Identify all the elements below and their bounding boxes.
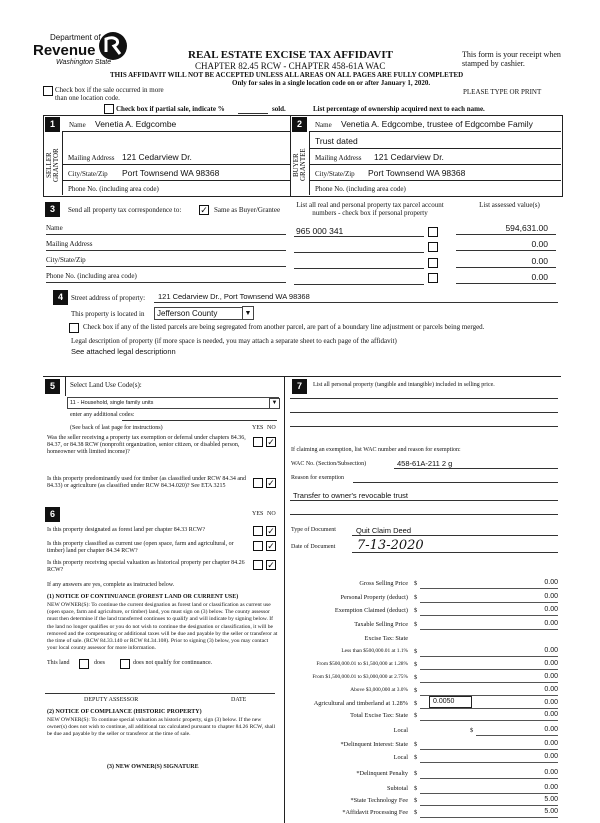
see-back-label: (See back of last page for instructions) — [70, 425, 163, 431]
sec6-question-1: Is this property designated as forest land per chapter 84.33 RCW? — [47, 527, 206, 533]
dollar-sign: $ — [414, 580, 418, 587]
assessed-value-3[interactable]: 0.00 — [531, 256, 548, 266]
tax-row-label: *State Technology Fee — [350, 797, 408, 804]
seller-mailing[interactable]: 121 Cedarview Dr. — [122, 152, 192, 162]
sec6-q1-yes-checkbox[interactable] — [253, 526, 263, 536]
segregated-label: Check box if any of the listed parcels are being segregated from another parcel, are part of a boundary line adjustment or parcels being merged. — [83, 323, 485, 331]
sec6-question-3: Is this property receiving special valuation as historical property per chapter 84.26 RCW? — [47, 560, 245, 573]
sec6-q2-no-checkbox[interactable]: ✓ — [267, 541, 275, 551]
parcel-header: List all real and personal property tax parcel account numbers - check box if personal property — [296, 201, 444, 217]
personal-property-checkbox-3[interactable] — [428, 258, 438, 268]
section-7-number: 7 — [292, 379, 307, 394]
only-for-line: Only for sales in a single location code on or after January 1, 2020. — [232, 79, 431, 87]
tax-row-label: Taxable Selling Price — [354, 621, 408, 628]
same-as-buyer-checkbox[interactable]: ✓ — [200, 205, 208, 215]
wac-label: WAC No. (Section/Subsection) — [291, 461, 367, 467]
section-2-number: 2 — [292, 117, 307, 132]
land-does-label: does — [94, 660, 105, 666]
tax-row-label: Personal Property (deduct) — [340, 594, 408, 601]
tax-row-label: Exemption Claimed (deduct) — [334, 607, 408, 614]
tax-row-label: Less than $500,000.01 at 1.1% — [341, 648, 408, 654]
any-yes-label: If any answers are yes, complete as instructed below. — [47, 582, 175, 588]
sec3-name-label: Name — [46, 224, 63, 232]
additional-codes-label: enter any additional codes: — [70, 412, 135, 418]
tax-row-value[interactable]: 0.00 — [544, 769, 558, 776]
personal-property-checkbox-1[interactable] — [428, 227, 438, 237]
date-label: DATE — [231, 697, 247, 703]
exemption-reason[interactable]: Transfer to owner's revocable trust — [293, 491, 408, 500]
tax-row-line — [420, 817, 558, 818]
personal-property-label: List all personal property (tangible and intangible) included in selling price. — [313, 382, 495, 388]
doc-type-label: Type of Document — [291, 527, 336, 533]
notice1-body: NEW OWNER(S): To continue the current designation as forest land or classification as current use (open space, farm and agriculture, or timber) land, you must sign on (3) below. The county assessor must then determine if the land transferred continues to qualify and will indicate by signing below. If the land no longer qualifies or you do not wish to continue the designation or classification, it will be removed and the compensating or additional taxes will be due and payable by the seller or transferor at the time of sale. (RCW 84.33.140 or RCW 84.34.108). Prior to signing (3) below, you may contact your local county assessor for more information. — [47, 602, 278, 652]
buyer-name-label: Name — [315, 121, 332, 129]
notice2-title: (2) NOTICE OF COMPLIANCE (HISTORIC PROPERTY) — [47, 709, 202, 715]
sec5-question-1: Was the seller receiving a property tax exemption or deferral under chapters 84.36, 84.37, or 84.38 RCW (nonprofit organization, senior citizen, or disabled person, homeowner with limited income)? — [47, 435, 246, 455]
tax-row-label: *Affidavit Processing Fee — [342, 809, 408, 816]
section-5-number: 5 — [45, 379, 60, 394]
tax-row-value[interactable]: 0.00 — [544, 740, 558, 747]
land-does-checkbox[interactable] — [79, 659, 89, 669]
doc-date-label: Date of Document — [291, 544, 336, 550]
tax-row-label: Total Excise Tax: State — [350, 712, 408, 719]
exemption-label: If claiming an exemption, list WAC number and reason for exemption: — [291, 447, 461, 453]
tax-row-value[interactable]: 0.00 — [544, 606, 558, 613]
personal-property-checkbox-4[interactable] — [428, 273, 438, 283]
tax-row-label: *Delinquent Penalty — [356, 770, 408, 777]
tax-row-value[interactable]: 0.00 — [544, 593, 558, 600]
local-rate[interactable]: 0.0050 — [429, 696, 472, 708]
county-chevron-down-icon[interactable]: ▼ — [242, 306, 254, 320]
partial-sale-label: Check box if partial sale, indicate % — [116, 105, 225, 113]
section-1-number: 1 — [45, 117, 60, 132]
tax-row-value[interactable]: 0.00 — [544, 784, 558, 791]
type-print: PLEASE TYPE OR PRINT — [463, 88, 542, 96]
tax-row-value[interactable]: 0.00 — [544, 699, 558, 706]
tax-row-line — [476, 735, 558, 736]
revenue-logo-icon — [96, 30, 130, 62]
dollar-sign: $ — [414, 687, 418, 694]
seller-mailing-label: Mailing Address — [68, 154, 115, 162]
seller-side-label: SELLER GRANTOR — [45, 148, 60, 182]
sec6-yes-header: YES — [252, 511, 264, 517]
tax-row-value[interactable]: 0.00 — [544, 753, 558, 760]
buyer-city-label: City/State/Zip — [315, 170, 355, 178]
tax-row-value[interactable]: 0.00 — [544, 686, 558, 693]
doc-date[interactable]: 7-13-2020 — [357, 538, 424, 553]
seller-city-label: City/State/Zip — [68, 170, 108, 178]
doc-type[interactable]: Quit Claim Deed — [356, 526, 412, 535]
buyer-mailing[interactable]: 121 Cedarview Dr. — [374, 152, 444, 162]
sec5-q2-yes-checkbox[interactable] — [253, 478, 263, 488]
multi-location-checkbox[interactable] — [43, 86, 53, 96]
located-in-label: This property is located in — [71, 310, 145, 318]
sec6-q1-no-checkbox[interactable]: ✓ — [267, 526, 275, 536]
buyer-side-label: BUYER GRANTEE — [292, 148, 307, 182]
dollar-sign: $ — [414, 621, 418, 628]
sec6-question-2: Is this property classified as current use (open space, farm and agricultural, or timber) land per chapter 84.34 RCW? — [47, 541, 234, 554]
assessed-value-4[interactable]: 0.00 — [531, 272, 548, 282]
dollar-sign: $ — [414, 674, 418, 681]
receipt-note: This form is your receipt when stamped by cashier. — [462, 50, 561, 68]
section-4-number: 4 — [53, 290, 68, 305]
tax-row-value[interactable]: 5.00 — [544, 808, 558, 815]
tax-row-line — [420, 720, 558, 721]
buyer-name-line2[interactable]: Trust dated — [315, 136, 358, 146]
form-chapter: CHAPTER 82.45 RCW - CHAPTER 458-61A WAC — [195, 61, 386, 71]
assessor-signature-line[interactable] — [45, 693, 275, 694]
tax-row-line — [420, 682, 558, 683]
assessed-value-2[interactable]: 0.00 — [531, 239, 548, 249]
tax-row-label: Subtotal — [387, 785, 408, 792]
tax-row-value[interactable]: 0.00 — [544, 660, 558, 667]
tax-row-label: *Delinquent Interest: State — [340, 741, 408, 748]
tax-row-label: Above $3,000,000 at 3.0% — [350, 687, 408, 693]
sec3-phone-label: Phone No. (including area code) — [46, 272, 137, 280]
street-address[interactable]: 121 Cedarview Dr., Port Townsend WA 98368 — [158, 292, 310, 301]
county-select[interactable]: Jefferson County — [154, 307, 243, 320]
reason-label: Reason for exemption — [291, 475, 344, 481]
land-use-label: Select Land Use Code(s): — [70, 381, 142, 389]
legal-description[interactable]: See attached legal descriptionn — [71, 347, 176, 356]
partial-sale-checkbox[interactable] — [104, 104, 114, 114]
tax-row-line — [420, 602, 558, 603]
sec5-question-2: Is this property predominantly used for timber (as classified under RCW 84.34 and 84.33) or agriculture (as classified under RCW 84.34.020)? See ETA 3215 — [47, 476, 247, 489]
sec5-q1-no-checkbox[interactable]: ✓ — [267, 437, 275, 447]
tax-row-label: Local — [393, 727, 408, 734]
warning-line: THIS AFFIDAVIT WILL NOT BE ACCEPTED UNLESS ALL AREAS ON ALL PAGES ARE FULLY COMPLETED — [110, 71, 464, 79]
assessed-value-1[interactable]: 594,631.00 — [505, 223, 548, 233]
seller-phone-label: Phone No. (including area code) — [68, 185, 159, 193]
tax-row-line — [420, 669, 558, 670]
dept-line1: Department of — [50, 33, 101, 42]
dollar-sign: $ — [470, 727, 474, 734]
tax-row-line — [420, 588, 558, 589]
tax-row-line — [420, 805, 558, 806]
sec6-q3-no-checkbox[interactable]: ✓ — [267, 560, 275, 570]
tax-row-line — [420, 629, 558, 630]
land-use-chevron-down-icon[interactable]: ▼ — [269, 398, 280, 409]
segregated-checkbox[interactable] — [69, 323, 79, 333]
tax-row-label: Local — [393, 754, 408, 761]
dollar-sign: $ — [414, 648, 418, 655]
land-use-select[interactable]: 11 - Household, single family units — [67, 397, 279, 409]
tax-row-value[interactable]: 5.00 — [544, 796, 558, 803]
parcel-number-1[interactable]: 965 000 341 — [296, 226, 344, 236]
tax-row-line — [420, 749, 558, 750]
land-does-not-label: does not qualify for continuance. — [133, 660, 213, 666]
legal-description-label: Legal description of property (if more space is needed, you may attach a separate sheet to each page of the affidavit) — [71, 337, 397, 345]
dollar-sign: $ — [414, 785, 418, 792]
sec5-yes-header: YES — [252, 425, 264, 431]
dollar-sign: $ — [414, 661, 418, 668]
tax-row-value[interactable]: 0.00 — [544, 673, 558, 680]
dept-line2: Revenue — [33, 42, 96, 59]
personal-property-checkbox-2[interactable] — [428, 242, 438, 252]
sec6-no-header: NO — [267, 511, 276, 517]
buyer-mailing-label: Mailing Address — [315, 154, 362, 162]
land-does-not-checkbox[interactable] — [120, 659, 130, 669]
dollar-sign: $ — [414, 712, 418, 719]
tax-row-label: Gross Selling Price — [359, 580, 408, 587]
tax-row-line — [420, 762, 558, 763]
tax-row-value[interactable]: 0.00 — [544, 579, 558, 586]
form-title: REAL ESTATE EXCISE TAX AFFIDAVIT — [188, 49, 393, 61]
assessed-header: List assessed value(s) — [479, 201, 540, 209]
seller-name[interactable]: Venetia A. Edgcombe — [95, 119, 177, 129]
dollar-sign: $ — [414, 754, 418, 761]
section-6-number: 6 — [45, 507, 60, 522]
tax-row-line — [420, 615, 558, 616]
tax-row-line — [420, 708, 558, 709]
tax-row-line — [420, 656, 558, 657]
multi-location-label: Check box if the sale occurred in more than one location code. — [55, 86, 164, 102]
section-3-number: 3 — [45, 202, 60, 217]
wac-number[interactable]: 458-61A-211 2 g — [397, 459, 453, 468]
additional-codes-line[interactable] — [122, 420, 277, 421]
same-as-buyer-label: Same as Buyer/Grantee — [214, 206, 281, 214]
dept-line3: Washington State — [56, 59, 112, 66]
sec6-q2-yes-checkbox[interactable] — [253, 541, 263, 551]
dollar-sign: $ — [414, 797, 418, 804]
sold-label: sold. — [272, 105, 286, 113]
send-correspondence-label: Send all property tax correspondence to: — [68, 206, 182, 214]
notice1-title: (1) NOTICE OF CONTINUANCE (FOREST LAND OR CURRENT USE) — [47, 594, 239, 600]
dollar-sign: $ — [414, 809, 418, 816]
deputy-assessor-label: DEPUTY ASSESSOR — [84, 697, 139, 703]
dollar-sign: $ — [414, 741, 418, 748]
sec3-mailing-label: Mailing Address — [46, 240, 93, 248]
buyer-phone-label: Phone No. (including area code) — [315, 185, 406, 193]
new-owner-signature-label: (3) NEW OWNER(S) SIGNATURE — [107, 764, 199, 770]
seller-name-label: Name — [69, 121, 86, 129]
sec3-city-label: City/State/Zip — [46, 256, 86, 264]
tax-row-label: Excise Tax: State — [364, 635, 408, 642]
tax-row-label: From $1,500,000.01 to $3,000,000 at 2.75% — [312, 674, 408, 680]
seller-city[interactable]: Port Townsend WA 98368 — [122, 168, 220, 178]
pct-ownership-label: List percentage of ownership acquired next to each name. — [313, 105, 485, 113]
partial-pct-line[interactable] — [238, 113, 268, 114]
dollar-sign: $ — [414, 607, 418, 614]
buyer-name[interactable]: Venetia A. Edgcombe, trustee of Edgcombe Family — [341, 119, 533, 129]
tax-row-value[interactable]: 0.00 — [544, 620, 558, 627]
tax-row-label: Agricultural and timberland at 1.28% — [313, 700, 408, 707]
tax-row-line — [420, 778, 558, 779]
dollar-sign: $ — [414, 594, 418, 601]
tax-row-value[interactable]: 0.00 — [544, 726, 558, 733]
dollar-sign: $ — [414, 770, 418, 777]
tax-row-value[interactable]: 0.00 — [544, 647, 558, 654]
this-land-label: This land — [47, 660, 70, 666]
sec5-no-header: NO — [267, 425, 276, 431]
dollar-sign: $ — [414, 700, 418, 707]
tax-row-line — [420, 793, 558, 794]
sec6-q3-yes-checkbox[interactable] — [253, 560, 263, 570]
sec5-q2-no-checkbox[interactable]: ✓ — [267, 478, 275, 488]
buyer-city[interactable]: Port Townsend WA 98368 — [368, 168, 466, 178]
notice2-body: NEW OWNER(S): To continue special valuation as historic property, sign (3) below. If the new owner(s) does not wish to continue, all additional tax calculated pursuant to chapter 84.26 RCW, shall be due and payable by the seller or transferor at the time of sale. — [47, 717, 276, 738]
street-address-label: Street address of property: — [71, 294, 146, 302]
tax-row-value[interactable]: 0.00 — [544, 711, 558, 718]
sec5-q1-yes-checkbox[interactable] — [253, 437, 263, 447]
tax-row-label: From $500,000.01 to $1,500,000 at 1.28% — [316, 661, 408, 667]
